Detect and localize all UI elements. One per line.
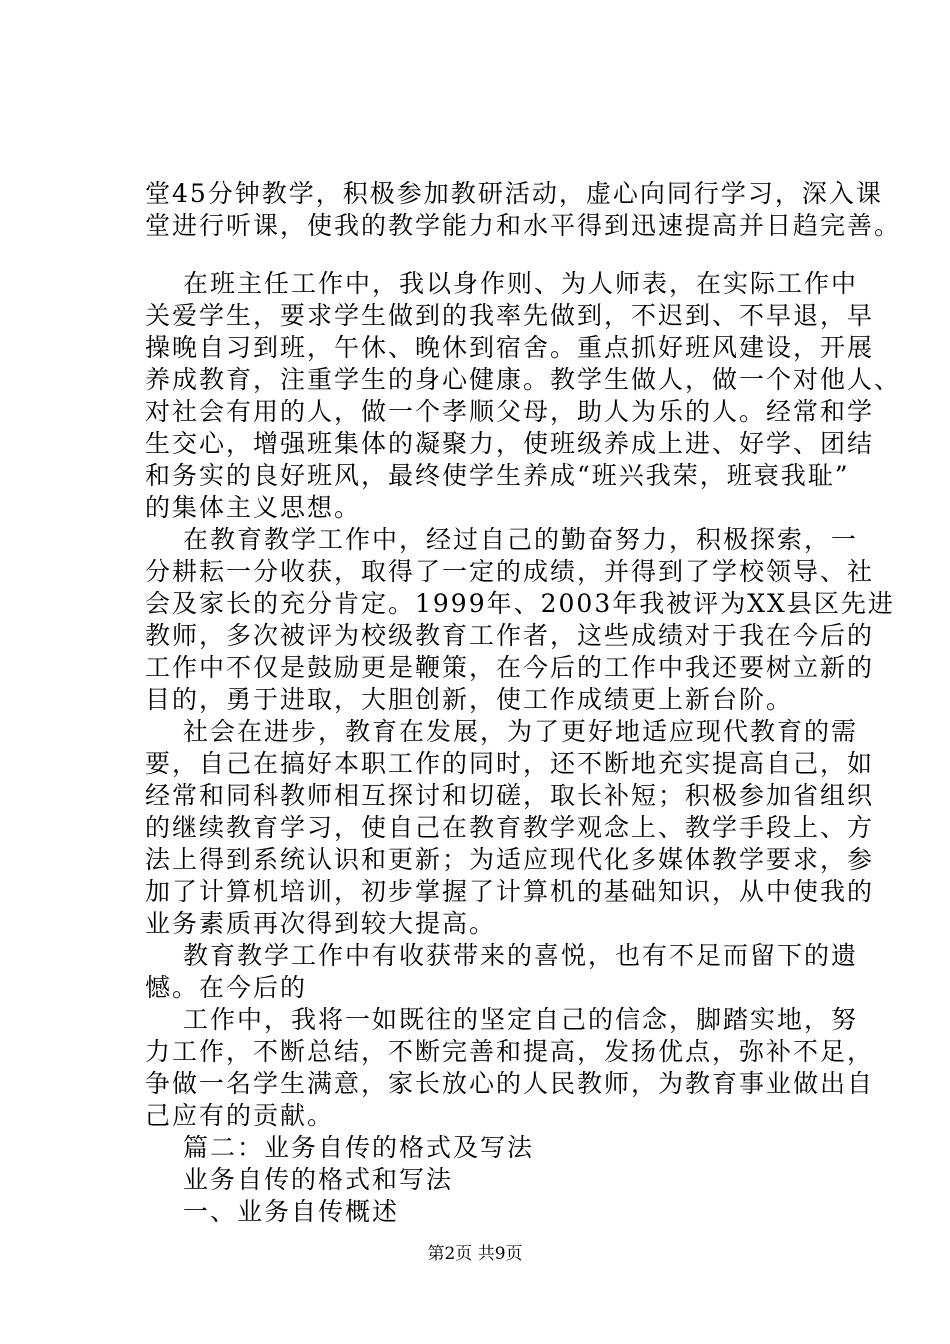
subsection-heading: 业务自传的格式和写法 xyxy=(183,1165,454,1194)
text-line: 业务素质再次得到较大提高。 xyxy=(145,909,497,938)
text-line: 己应有的贡献。 xyxy=(145,1101,335,1130)
text-line: 生交心，增强班集体的凝聚力，使班级养成上进、好学、团结 xyxy=(145,429,875,458)
text-line: 的集体主义思想。 xyxy=(145,493,362,522)
subsection-heading: 一、业务自传概述 xyxy=(183,1197,400,1226)
paragraph-start: 社会在进步，教育在发展，为了更好地适应现代教育的需 xyxy=(183,717,859,746)
text-line: 操晚自习到班，午休、晚休到宿舍。重点抓好班风建设，开展 xyxy=(145,333,875,362)
text-line: 经常和同科教师相互探讨和切磋，取长补短；积极参加省组织 xyxy=(145,781,875,810)
text-line: 会及家长的充分肯定。1999年、2003年我被评为XX县区先进 xyxy=(145,589,895,618)
text-line: 堂45分钟教学，积极参加教研活动，虚心向同行学习，深入课 xyxy=(145,179,883,208)
text-line: 养成教育，注重学生的身心健康。教学生做人，做一个对他人、 xyxy=(145,365,902,394)
paragraph-start: 教育教学工作中有收获带来的喜悦，也有不足而留下的遗 xyxy=(183,941,859,970)
text-line: 力工作，不断总结，不断完善和提高，发扬优点，弥补不足， xyxy=(145,1037,875,1066)
page-number-footer: 第2页 共9页 xyxy=(427,1244,523,1264)
paragraph-start: 在班主任工作中，我以身作则、为人师表，在实际工作中 xyxy=(183,269,859,298)
text-line: 堂进行听课，使我的教学能力和水平得到迅速提高并日趋完善。 xyxy=(145,211,902,240)
text-line: 工作中不仅是鼓励更是鞭策，在今后的工作中我还要树立新的 xyxy=(145,653,875,682)
text-line: 憾。在今后的 xyxy=(145,973,308,1002)
text-line: 分耕耘一分收获，取得了一定的成绩，并得到了学校领导、社 xyxy=(145,557,875,586)
paragraph-start: 工作中，我将一如既往的坚定自己的信念，脚踏实地，努 xyxy=(183,1005,859,1034)
text-line: 争做一名学生满意，家长放心的人民教师，为教育事业做出自 xyxy=(145,1069,875,1098)
text-line: 关爱学生，要求学生做到的我率先做到，不迟到、不早退，早 xyxy=(145,301,875,330)
text-line: 的继续教育学习，使自己在教育教学观念上、教学手段上、方 xyxy=(145,813,875,842)
text-line: 和务实的良好班风，最终使学生养成“班兴我荣，班衰我耻” xyxy=(145,461,850,490)
text-line: 目的，勇于进取，大胆创新，使工作成绩更上新台阶。 xyxy=(145,685,794,714)
text-line: 教师，多次被评为校级教育工作者，这些成绩对于我在今后的 xyxy=(145,621,875,650)
text-line: 加了计算机培训，初步掌握了计算机的基础知识，从中使我的 xyxy=(145,877,875,906)
text-line: 法上得到系统认识和更新；为适应现代化多媒体教学要求，参 xyxy=(145,845,875,874)
text-line: 要，自己在搞好本职工作的同时，还不断地充实提高自己，如 xyxy=(145,749,875,778)
text-line: 对社会有用的人，做一个孝顺父母，助人为乐的人。经常和学 xyxy=(145,397,875,426)
paragraph-start: 在教育教学工作中，经过自己的勤奋努力，积极探索，一 xyxy=(183,525,859,554)
section-heading: 篇二：业务自传的格式及写法 xyxy=(183,1133,535,1162)
